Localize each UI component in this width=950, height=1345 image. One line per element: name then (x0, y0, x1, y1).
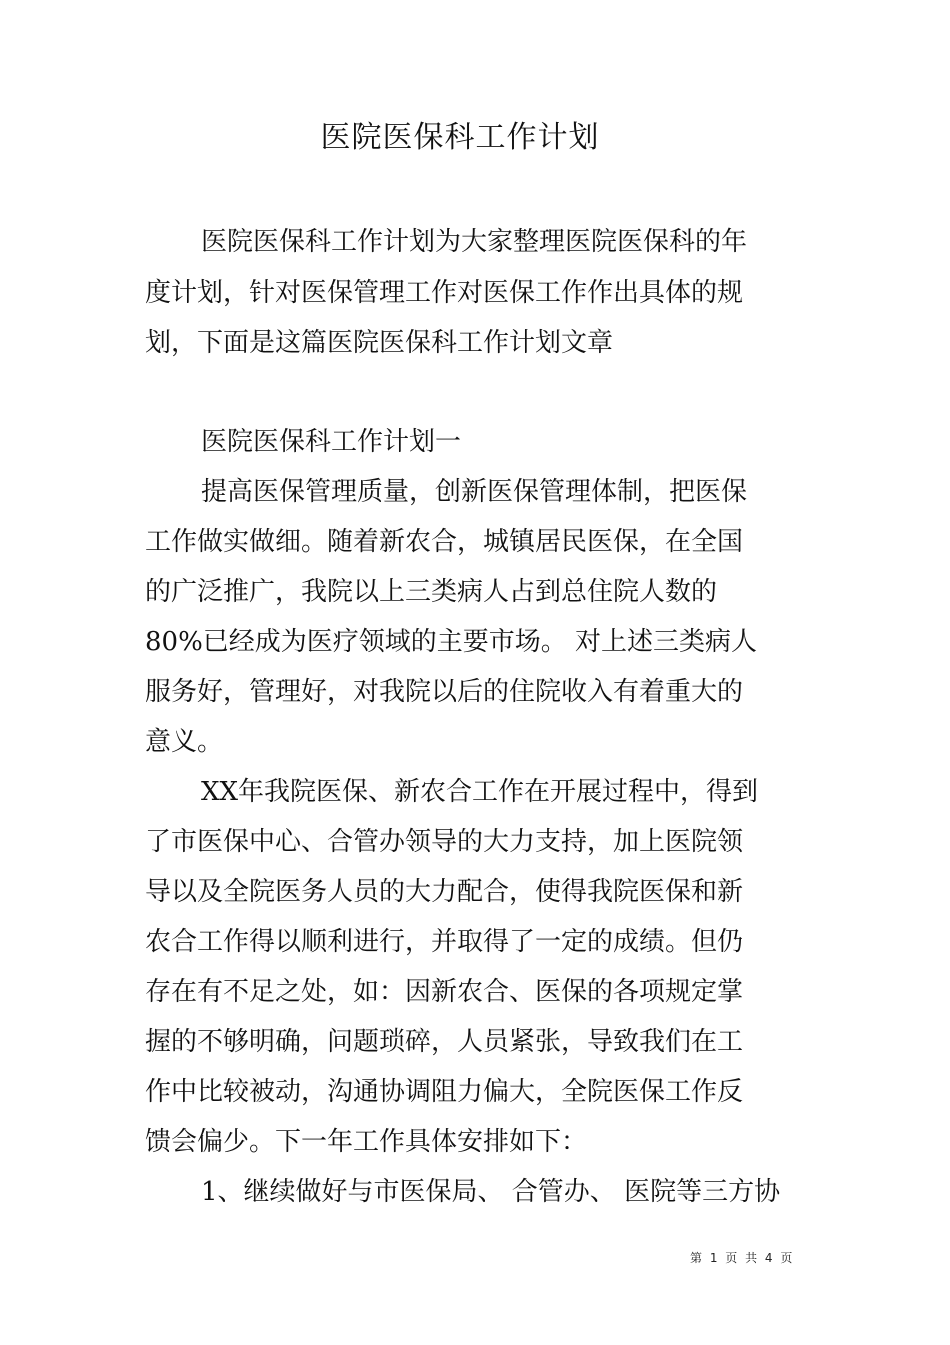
list-item-line: 1、继续做好与市医保局、 合管办、 医院等三方协 (201, 1177, 781, 1207)
document-title: 医院医保科工作计划 (320, 120, 600, 155)
paragraph-line: 馈会偏少。下一年工作具体安排如下： (145, 1127, 588, 1157)
paragraph-line: 提高医保管理质量，创新医保管理体制，把医保 (201, 477, 748, 507)
paragraph-line: 了市医保中心、合管办领导的大力支持，加上医院领 (145, 827, 744, 857)
page-number: 第 1 页 共 4 页 (690, 1251, 795, 1265)
paragraph-line: 导以及全院医务人员的大力配合，使得我院医保和新 (145, 877, 744, 907)
paragraph-line: 的广泛推广，我院以上三类病人占到总住院人数的 (145, 577, 718, 607)
paragraph-line: 80%已经成为医疗领域的主要市场。 对上述三类病人 (145, 627, 758, 657)
paragraph-line: 度计划，针对医保管理工作对医保工作作出具体的规 (145, 278, 744, 308)
paragraph-line: 服务好，管理好，对我院以后的住院收入有着重大的 (145, 677, 744, 707)
paragraph-line: 农合工作得以顺利进行，并取得了一定的成绩。但仍 (145, 927, 744, 957)
paragraph-line: 握的不够明确，问题琐碎，人员紧张，导致我们在工 (145, 1027, 744, 1057)
section-heading: 医院医保科工作计划一 (201, 427, 462, 457)
paragraph-line: 工作做实做细。随着新农合，城镇居民医保，在全国 (145, 527, 744, 557)
paragraph-line: 存在有不足之处，如：因新农合、医保的各项规定掌 (145, 977, 744, 1007)
paragraph-line: 医院医保科工作计划为大家整理医院医保科的年 (201, 227, 748, 257)
paragraph-line: XX年我院医保、新农合工作在开展过程中，得到 (201, 777, 759, 807)
paragraph-line: 意义。 (145, 727, 224, 757)
paragraph-line: 划，下面是这篇医院医保科工作计划文章 (145, 328, 614, 358)
paragraph-line: 作中比较被动，沟通协调阻力偏大，全院医保工作反 (145, 1077, 744, 1107)
